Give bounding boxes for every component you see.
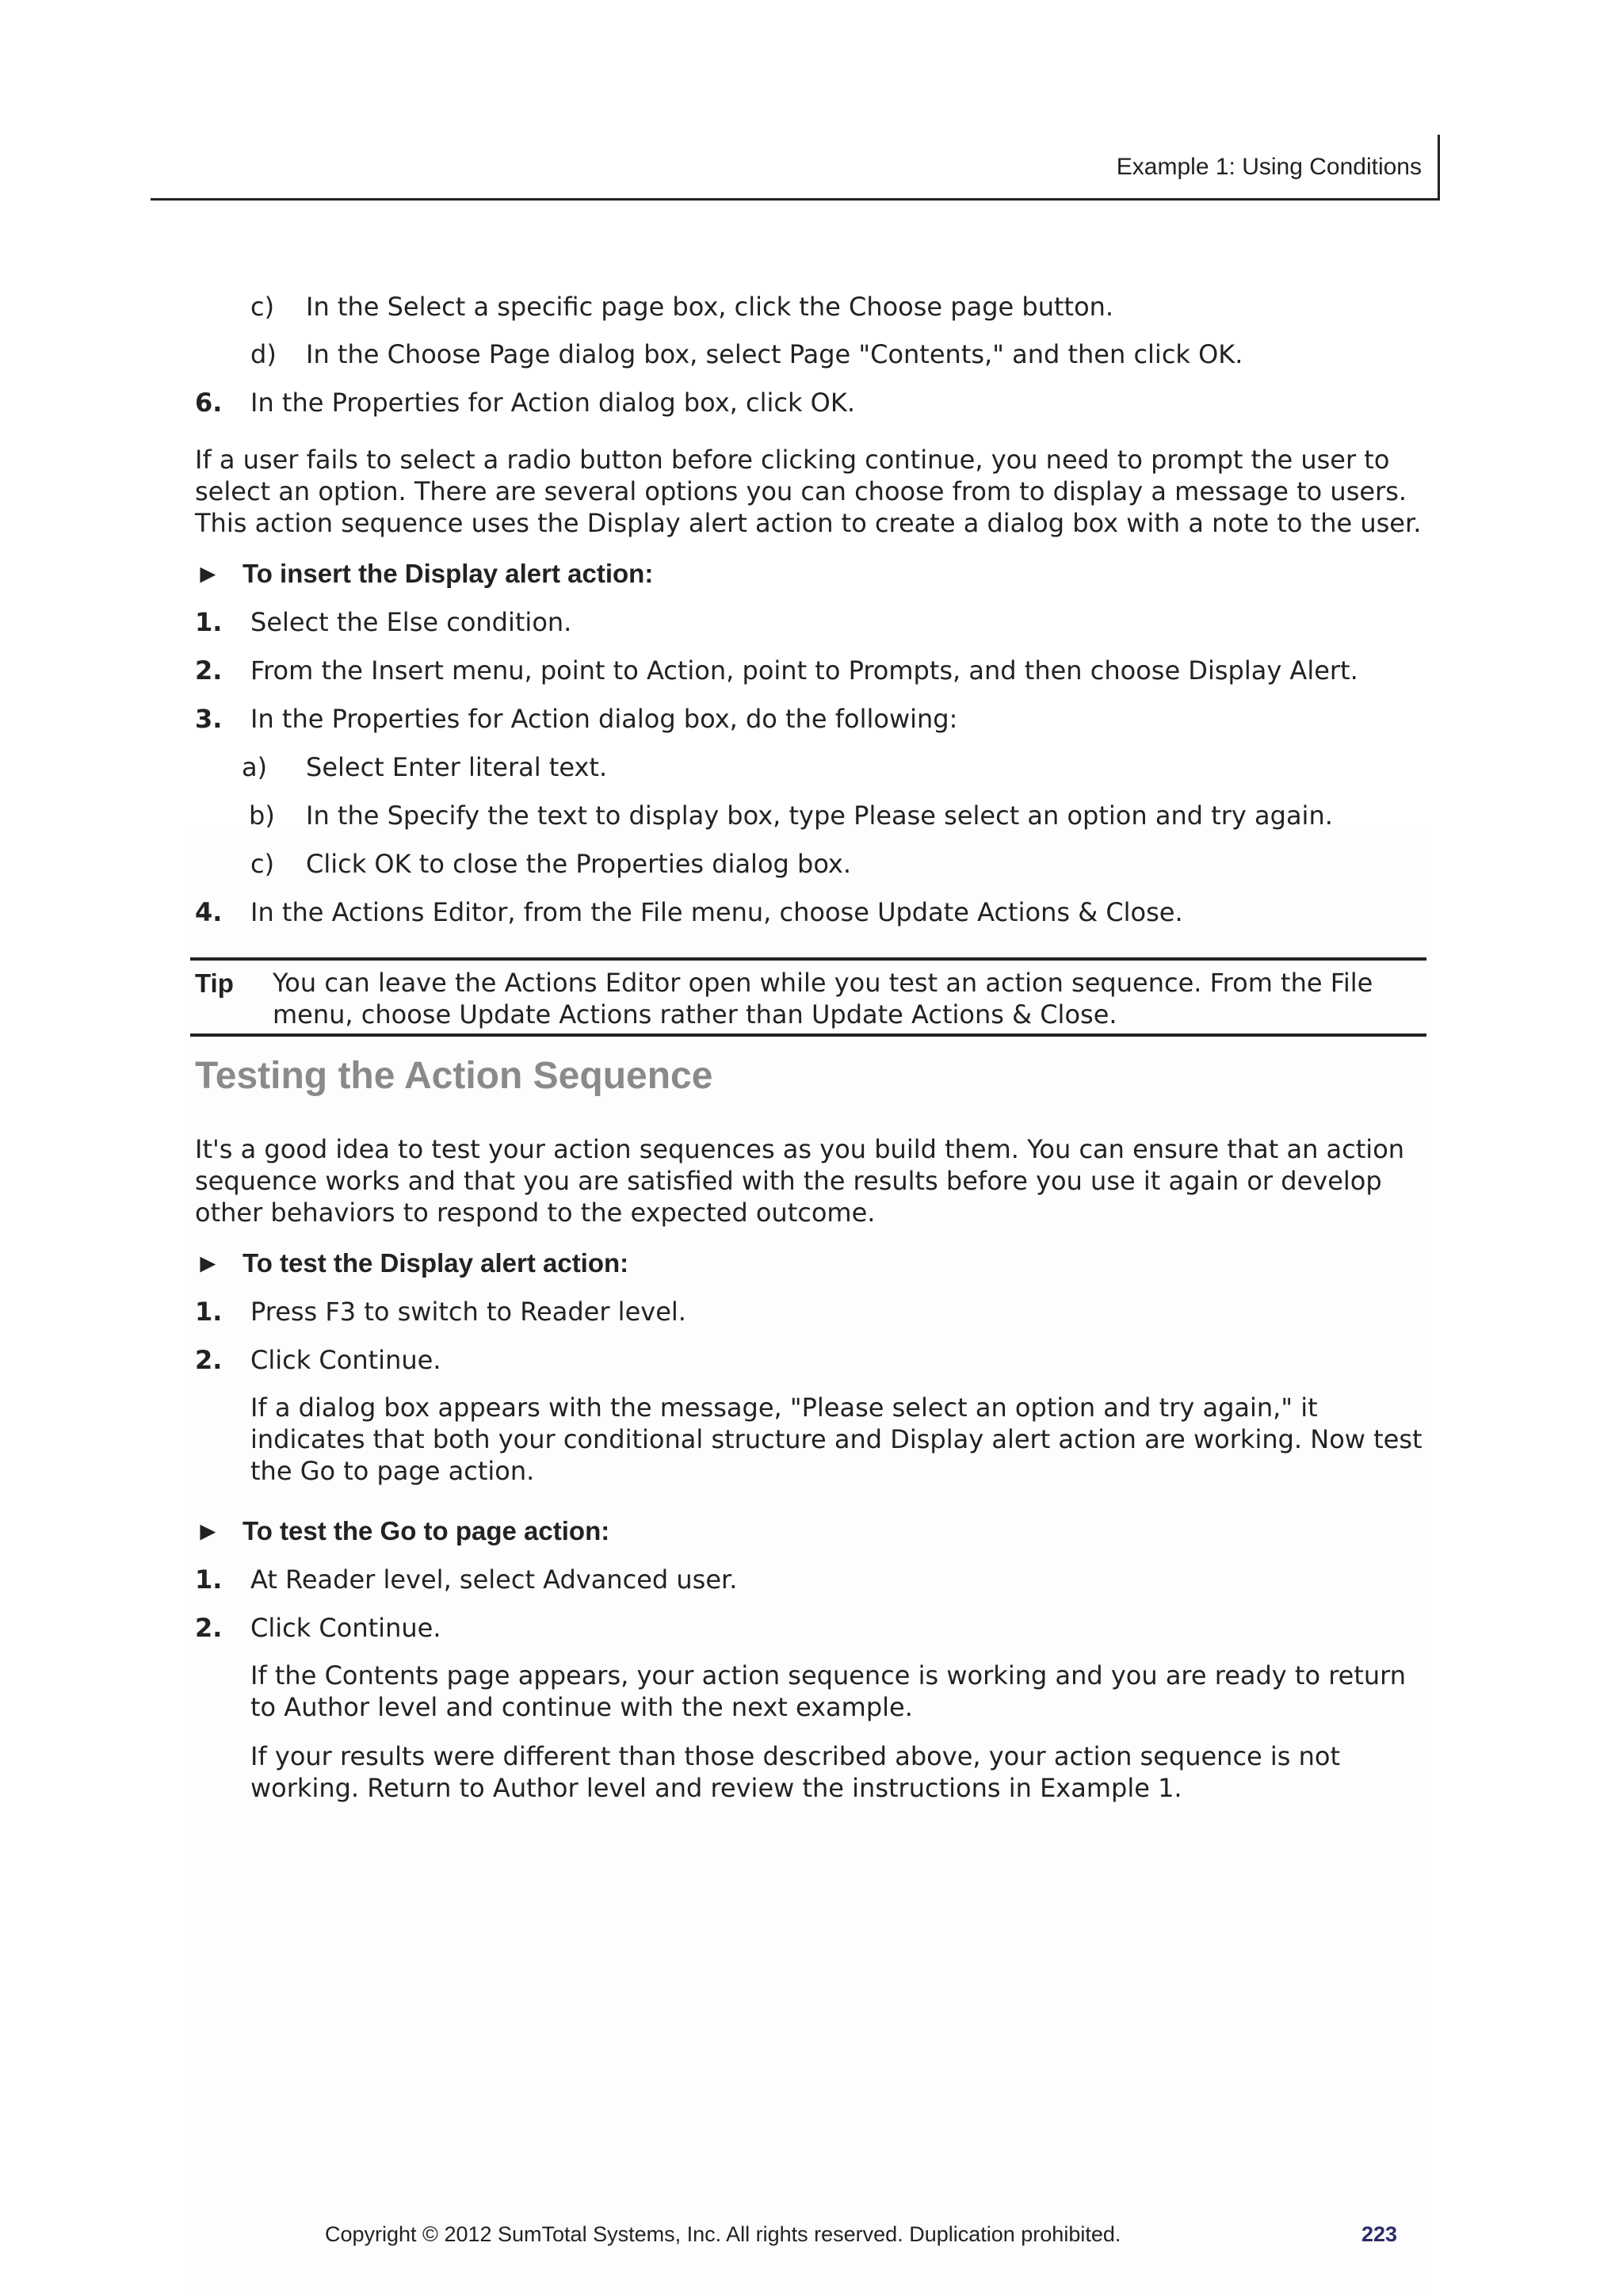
step-text: At Reader level, select Advanced user. — [250, 1564, 738, 1595]
list-item — [195, 1344, 441, 1376]
step-text: Click Continue. — [250, 1345, 441, 1375]
step-marker: 4. — [195, 897, 223, 927]
step-marker: 2. — [195, 1345, 223, 1375]
step-text: Click OK to close the Properties dialog box. — [306, 849, 852, 879]
list-item — [195, 1296, 686, 1328]
step-text: In the Choose Page dialog box, select Page "Contents," and then click OK. — [306, 339, 1243, 369]
step-marker: 1. — [195, 1564, 223, 1595]
procedure-title: To test the Display alert action: — [242, 1248, 629, 1278]
step-text: Select the Else condition. — [250, 607, 572, 637]
procedure-heading-goto — [195, 1515, 609, 1547]
step-marker: 1. — [195, 1297, 223, 1327]
step-text: Select Enter literal text. — [306, 752, 608, 782]
triangle-right-icon: ► — [195, 1248, 221, 1278]
step-marker: c) — [250, 292, 275, 322]
footer-copyright: Copyright © 2012 SumTotal Systems, Inc. All rights reserved. Duplication prohibited. — [325, 2222, 1121, 2246]
list-item — [195, 1564, 738, 1595]
step-marker: 2. — [195, 655, 223, 686]
procedure-heading-insert — [195, 558, 653, 590]
step-marker: c) — [250, 849, 275, 879]
step-text: From the Insert menu, point to Action, point to Prompts, and then choose Display Alert. — [250, 655, 1358, 686]
step-d — [250, 338, 1243, 370]
list-item — [250, 848, 852, 880]
step-marker: 2. — [195, 1613, 223, 1643]
procedure-heading-display — [195, 1247, 628, 1279]
list-item — [195, 655, 1358, 686]
list-item — [249, 800, 1333, 831]
list-item — [195, 896, 1183, 928]
step-text: Click Continue. — [250, 1613, 441, 1643]
step-text: Press F3 to switch to Reader level. — [250, 1297, 686, 1327]
result-paragraph: If a dialog box appears with the message, "Please select an option and try again," it indicates that both your conditional structure and Display alert action are working. Now test the Go to page action. — [250, 1392, 1423, 1486]
step-text: In the Select a specific page box, click the Choose page button. — [306, 292, 1114, 322]
step-c — [250, 291, 1114, 323]
step-marker: 3. — [195, 704, 223, 734]
step-6 — [195, 387, 855, 418]
step-text: In the Actions Editor, from the File menu, choose Update Actions & Close. — [250, 897, 1183, 927]
header-title: Example 1: Using Conditions — [1116, 154, 1422, 180]
section-heading: Testing the Action Sequence — [195, 1055, 713, 1097]
tip-label: Tip — [195, 968, 234, 998]
page-number: 223 — [1361, 2222, 1398, 2246]
page-background — [190, 824, 1431, 2296]
procedure-title: To insert the Display alert action: — [242, 559, 654, 588]
procedure-title: To test the Go to page action: — [242, 1516, 610, 1545]
step-marker: 6. — [195, 388, 223, 418]
triangle-right-icon: ► — [195, 1516, 221, 1545]
step-text: In the Properties for Action dialog box, do the following: — [250, 704, 958, 734]
list-item — [195, 606, 572, 638]
step-text: In the Properties for Action dialog box, click OK. — [250, 388, 855, 418]
section-paragraph: It's a good idea to test your action sequences as you build them. You can ensure that an action sequence works and that you are satisfied with the results before you use it again or develop other behaviors to respond to the expected outcome. — [195, 1134, 1405, 1228]
step-text: In the Specify the text to display box, type Please select an option and try again. — [306, 800, 1333, 831]
step-marker: 1. — [195, 607, 223, 637]
step-marker: d) — [250, 339, 277, 369]
list-item — [195, 1612, 441, 1644]
running-header — [151, 135, 1440, 201]
tip-box — [190, 957, 1426, 1037]
list-item — [242, 751, 608, 783]
intro-paragraph: If a user fails to select a radio button before clicking continue, you need to prompt the user to select an option. There are several options you can choose from to display a message to users. This action sequence uses the Display alert action to create a dialog box with a note to the user. — [195, 445, 1422, 538]
list-item — [195, 703, 958, 735]
tip-text: You can leave the Actions Editor open while you test an action sequence. From the File menu, choose Update Actions rather than Update Actions & Close. — [273, 968, 1373, 1030]
step-marker: b) — [249, 800, 275, 831]
step-marker: a) — [242, 752, 268, 782]
result-paragraph: If the Contents page appears, your action sequence is working and you are ready to return to Author level and continue with the next example. — [250, 1660, 1407, 1722]
result-paragraph: If your results were different than those described above, your action sequence is not working. Return to Author level and review the instructions in Example 1. — [250, 1741, 1341, 1803]
triangle-right-icon: ► — [195, 559, 221, 588]
